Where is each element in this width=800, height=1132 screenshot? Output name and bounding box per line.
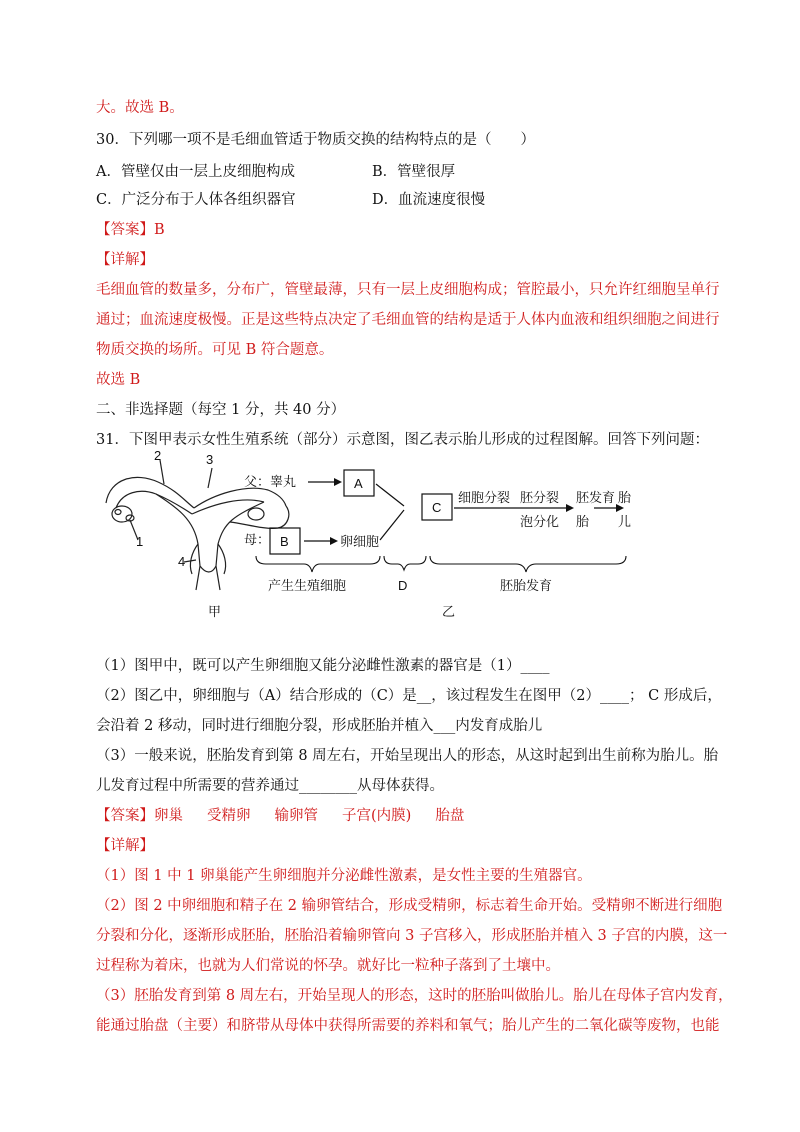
- box-c-label: C: [432, 500, 442, 515]
- q31-detail-line-3: 分裂和分化，逐渐形成胚胎，胚胎沿着输卵管向 3 子宫移入，形成胚胎并植入 3 子宫的内膜，这一: [96, 928, 728, 944]
- egg-cell-label: 卵细胞: [340, 534, 380, 549]
- fetus-label-2: 儿: [618, 514, 632, 529]
- q31-sub2-line-2: 会沿着 2 移动，同时进行细胞分裂，形成胚胎并植入___内发育成胎儿: [96, 718, 543, 734]
- q30-option-d: D．血流速度很慢: [372, 192, 486, 208]
- answer-4: 子宫(内膜): [342, 808, 412, 824]
- question-31-stem: 31．下图甲表示女性生殖系统（部分）示意图，图乙表示胎儿形成的过程图解。回答下列问题：: [96, 432, 709, 448]
- q30-conclusion: 故选 B: [96, 372, 141, 388]
- q31-detail-line-6: 能通过胎盘（主要）和脐带从母体中获得所需要的养料和氧气；胎儿产生的二氧化碳等废物，也能: [96, 1018, 720, 1034]
- q31-detail-label: 【详解】: [96, 838, 154, 854]
- label-4: 4: [178, 554, 186, 569]
- answer-3: 输卵管: [274, 808, 318, 824]
- caption-jia: 甲: [208, 604, 222, 619]
- label-embryo-development: 胚胎发育: [500, 578, 553, 593]
- father-label: 父：睾丸: [244, 474, 297, 489]
- q30-detail-label: 【详解】: [96, 252, 154, 268]
- q31-detail-line-4: 过程称为着床，也就为人们常说的怀孕。就好比一粒种子落到了土壤中。: [96, 958, 560, 974]
- label-3: 3: [206, 452, 214, 467]
- q30-detail-line-3: 物质交换的场所。可见 B 符合题意。: [96, 342, 334, 358]
- question-30-stem: 30．下列哪一项不是毛细血管适于物质交换的结构特点的是（ ）: [96, 132, 535, 148]
- label-d: D: [398, 578, 408, 593]
- previous-answer-tail: 大。故选 B。: [96, 100, 184, 116]
- box-a-label: A: [354, 476, 363, 491]
- q30-answer: 【答案】B: [96, 222, 165, 238]
- answer-5: 胎盘: [435, 808, 465, 824]
- brace-d: [384, 556, 426, 570]
- caption-yi: 乙: [442, 604, 456, 619]
- q31-answer-label: 【答案】: [96, 808, 154, 824]
- box-b-label: B: [280, 534, 289, 549]
- fetus-label-1: 胎: [618, 490, 632, 505]
- answer-2: 受精卵: [207, 808, 251, 824]
- label-1: 1: [136, 534, 144, 549]
- brace-embryo: [430, 556, 626, 572]
- fetal-dev-label-2: 胎: [576, 514, 590, 529]
- q31-detail-line-1: （1）图 1 中 1 卵巢能产生卵细胞并分泌雌性激素，是女性主要的生殖器官。: [96, 868, 592, 884]
- q31-detail-line-2: （2）图 2 中卵细胞和精子在 2 输卵管结合，形成受精卵，标志着生命开始。受精卵不断进行细胞: [96, 898, 723, 914]
- q31-sub3-line-1: （3）一般来说，胚胎发育到第 8 周左右，开始呈现出人的形态，从这时起到出生前称为胎儿。胎: [96, 748, 719, 764]
- reproduction-figure: [96, 448, 636, 624]
- q30-detail-line-1: 毛细血管的数量多，分布广，管壁最薄，只有一层上皮细胞构成；管腔最小，只允许红细胞呈单行: [96, 282, 720, 298]
- answer-1: 卵巢: [154, 808, 183, 824]
- q31-sub2-line-1: （2）图乙中，卵细胞与（A）结合形成的（C）是__，该过程发生在图甲（2）____； C 形成后，: [96, 688, 722, 704]
- cell-division-label: 细胞分裂: [458, 490, 511, 505]
- q30-option-a: A．管壁仅由一层上皮细胞构成: [96, 164, 295, 180]
- q31-sub3-line-2: 儿发育过程中所需要的营养通过________从母体获得。: [96, 778, 444, 794]
- label-2: 2: [154, 448, 162, 463]
- embryo-div-label-2: 泡分化: [520, 514, 560, 529]
- q30-option-c: C．广泛分布于人体各组织器官: [96, 192, 296, 208]
- brace-produce: [256, 556, 380, 572]
- mother-label: 母：: [244, 532, 271, 547]
- label-produce-gametes: 产生生殖细胞: [268, 578, 347, 593]
- q31-detail-line-5: （3）胚胎发育到第 8 周左右，开始呈现人的形态，这时的胚胎叫做胎儿。胎儿在母体子宫内发育，: [96, 988, 733, 1004]
- embryo-div-label-1: 胚分裂: [520, 490, 560, 505]
- q30-option-b: B．管壁很厚: [372, 164, 456, 180]
- q31-answer: [96, 804, 488, 825]
- q31-sub1: （1）图甲中，既可以产生卵细胞又能分泌雌性激素的器官是（1）____: [96, 658, 550, 674]
- fetal-dev-label-1: 胚发育: [576, 490, 616, 505]
- q30-detail-line-2: 通过；血流速度极慢。正是这些特点决定了毛细血管的结构是适于人体内血液和组织细胞之间进行: [96, 312, 720, 328]
- section-2-title: 二、非选择题（每空 1 分，共 40 分）: [96, 402, 346, 418]
